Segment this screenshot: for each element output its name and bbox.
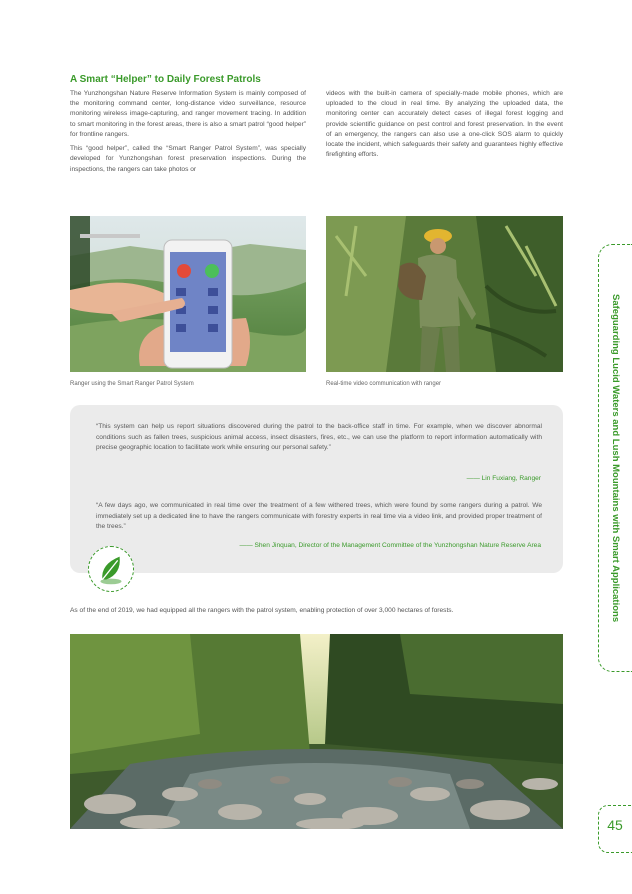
section-title: A Smart “Helper” to Daily Forest Patrols [70, 74, 261, 85]
leaf-icon [88, 546, 134, 592]
caption-ranger: Real-time video communication with ranger [326, 381, 442, 387]
photo-river [70, 634, 563, 829]
page-number: 45 [607, 817, 623, 833]
paragraph: videos with the built-in camera of specially-made mobile phones, which are uploaded to the cloud in real time. By analyzing the uploaded data, the monitoring center can accurately detect cases of illegal forest logging and provide scientific guidance on pest control and forest preservation. In the event of an emergency, the rangers can also use a one-click SOS alarm to quickly locate the incident, which safeguards their safety and guarantees highly effective firefighting efforts. [326, 90, 563, 159]
quote-box [70, 405, 563, 573]
quote-text: “A few days ago, we communicated in real time over the treatment of a few withered trees, which were found by some rangers during a patrol. We immediately set up a dedicated line to have the rangers communicate with forestry experts in real time via a video link, and provided proper treatment of the trees.” [96, 502, 542, 531]
quote-attribution: —— Lin Fuxiang, Ranger [466, 475, 541, 482]
quote-attribution: —— Shen Jinquan, Director of the Management Committee of the Yunzhongshan Nature Reserve Area [239, 542, 541, 549]
paragraph: The Yunzhongshan Nature Reserve Information System is mainly composed of the monitoring command center, long-distance video surveillance, resource monitoring wireless image-capturing, and ranger movement tracing. In addition to smart monitoring in the forest areas, there is also a smart patrol “good helper” for frontline rangers. [70, 90, 306, 138]
photo-phone-app [70, 216, 306, 372]
article-right-column [326, 89, 563, 165]
photo-ranger [326, 216, 563, 372]
paragraph: This “good helper”, called the “Smart Ranger Patrol System”, was specially developed for Yunzhongshan forest preservation inspections. During the inspections, the rangers can take photos or [70, 145, 306, 173]
article-left-column [70, 89, 306, 179]
caption-phone: Ranger using the Smart Ranger Patrol System [70, 381, 194, 387]
chapter-title: Safeguarding Lucid Waters and Lush Mountains with Smart Applications [610, 293, 621, 623]
quote-text: “This system can help us report situations discovered during the patrol to the back-office staff in time. For example, when we discover abnormal conditions such as fallen trees, suspicious animal access, insect disasters, fires, etc., we can use the platform to report information automatically with precise geographic location to facilitate work while ensuring our personal safety.” [96, 423, 542, 452]
summary-text: As of the end of 2019, we had equipped all the rangers with the patrol system, enabling protection of over 3,000 hectares of forests. [70, 607, 454, 614]
